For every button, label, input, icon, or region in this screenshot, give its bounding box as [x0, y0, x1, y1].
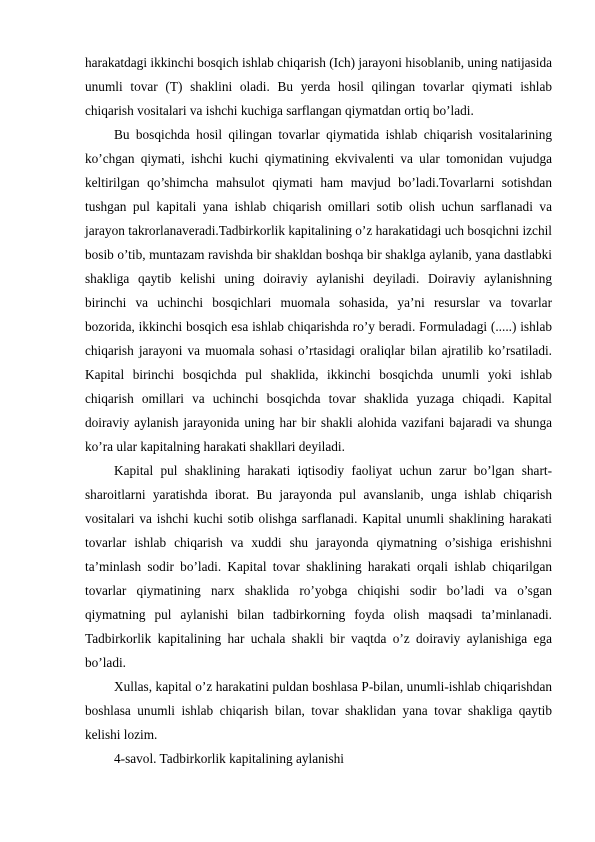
paragraph-4: Xullas, kapital o’z harakatini puldan boshlasa P-bilan, unumli-ishlab chiqarishdan boshlasa unumli ishlab chiqarish bilan, tovar shaklidan yana tovar shakliga qaytib kelishi lozim. [85, 679, 552, 742]
section-heading: 4-savol. Tadbirkorlik kapitalining aylanishi [114, 751, 345, 766]
document-body [85, 51, 552, 771]
paragraph-1: harakatdagi ikkinchi bosqich ishlab chiqarish (Ich) jarayoni hisoblanib, uning natijasida unumli tovar (T) shaklini oladi. Bu yerda hosil qilingan tovarlar qiymati ishlab chiqarish vositalari va ishchi kuchiga sarflangan qiymatdan ortiq bo’ladi. [85, 55, 552, 118]
paragraph-3: Kapital pul shaklining harakati iqtisodiy faoliyat uchun zarur bo’lgan shart-sharoitlarni yaratishda iborat. Bu jarayonda pul avanslanib, unga ishlab chiqarish vositalari va ishchi kuchi sotib olishga sarflanadi. Kapital unumli shaklining harakati tovarlar ishlab chiqarish va xuddi shu jarayonda qiymatning o’sishiga erishishni ta’minlash sodir bo’ladi. Kapital tovar shaklining harakati orqali ishlab chiqarilgan tovarlar qiymatining narx shaklida ro’yobga chiqishi sodir bo’ladi va o’sgan qiymatning pul aylanishi bilan tadbirkorning foyda olish maqsadi ta’minlanadi. Tadbirkorlik kapitalining har uchala shakli bir vaqtda o’z doiraviy aylanishiga ega bo’ladi. [85, 463, 552, 670]
paragraph-2: Bu bosqichda hosil qilingan tovarlar qiymatida ishlab chiqarish vositalarining ko’chgan qiymati, ishchi kuchi qiymatining ekvivalenti va ular tomonidan vujudga keltirilgan qo’shimcha mahsulot qiymati ham mavjud bo’ladi.Tovarlarni sotishdan tushgan pul kapitali yana ishlab chiqarish omillari sotib olish uchun sarflanadi va jarayon takrorlanaveradi.Tadbirkorlik kapitalining o’z harakatidagi uch bosqichni izchil bosib o’tib, muntazam ravishda bir shakldan boshqa bir shaklga aylanib, yana dastlabki shakliga qaytib kelishi uning doiraviy aylanishi deyiladi. Doiraviy aylanishning birinchi va uchinchi bosqichlari muomala sohasida, ya’ni resurslar va tovarlar bozorida, ikkinchi bosqich esa ishlab chiqarishda ro’y beradi. Formuladagi (.....) ishlab chiqarish jarayoni va muomala sohasi o’rtasidagi oraliqlar bilan ajratilib ko’rsatiladi. Kapital birinchi bosqichda pul shaklida, ikkinchi bosqichda unumli yoki ishlab chiqarish omillari va uchinchi bosqichda tovar shaklida yuzaga chiqadi. Kapital doiraviy aylanish jarayonida uning har bir shakli alohida vazifani bajaradi va shunga ko’ra ular kapitalning harakati shakllari deyiladi. [85, 127, 552, 454]
